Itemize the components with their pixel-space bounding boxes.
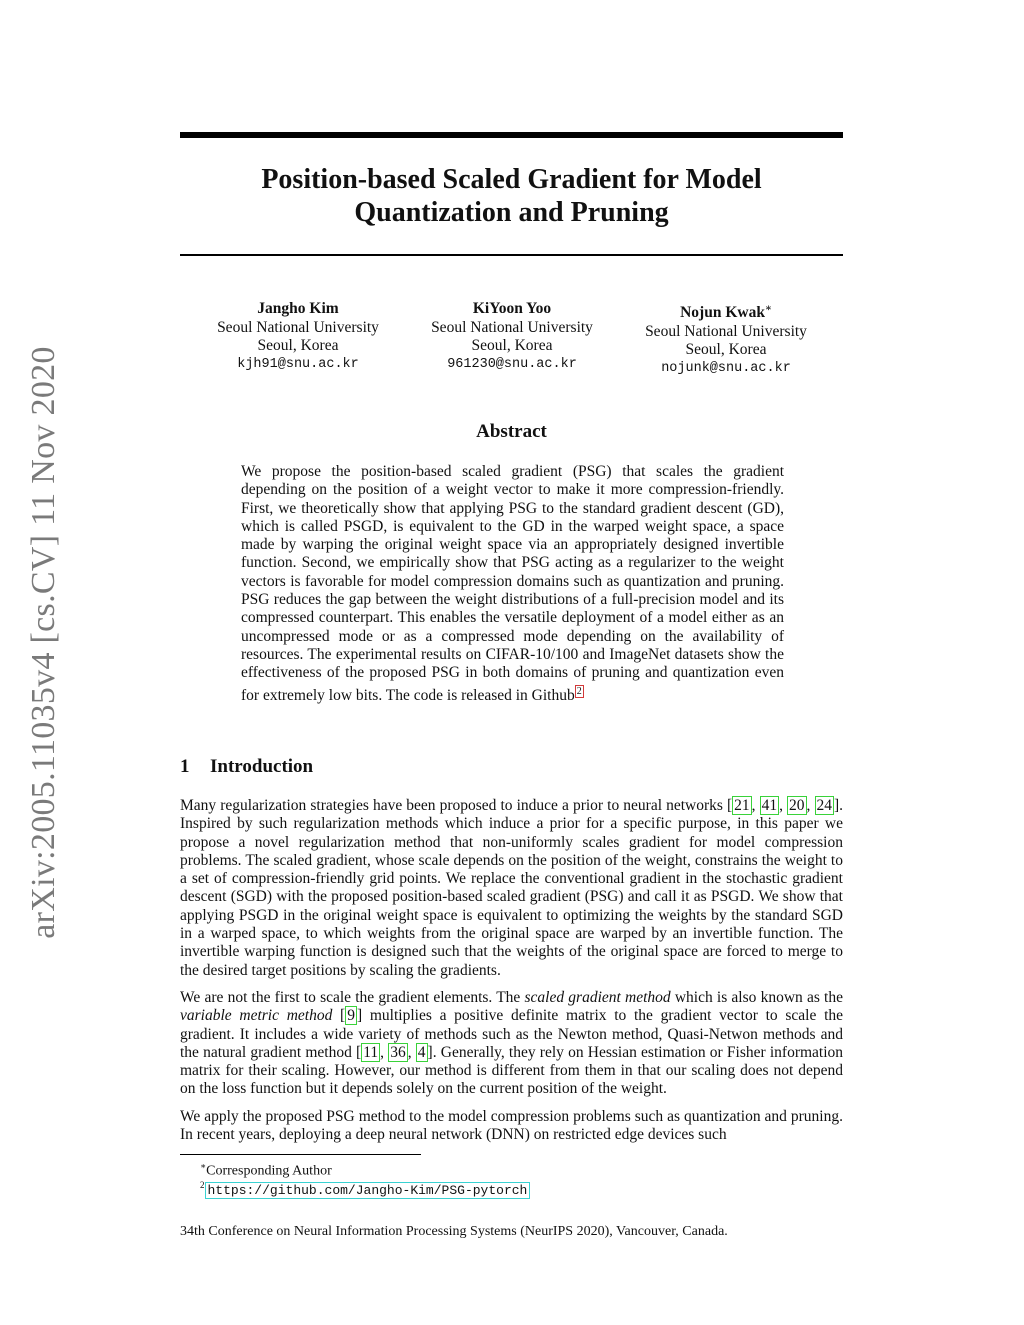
footnote-rule [180, 1154, 421, 1155]
citation-link[interactable]: 20 [789, 797, 805, 814]
paragraph-text: We are not the first to scale the gradient elements. The [180, 989, 525, 1006]
author-affiliation: Seoul National University [645, 322, 807, 340]
paper-title [180, 163, 843, 229]
title-bottom-rule [180, 254, 843, 256]
author-email[interactable]: kjh91@snu.ac.kr [237, 356, 359, 372]
emphasis-term: scaled gradient method [524, 989, 671, 1006]
citation-link[interactable]: 21 [734, 797, 750, 814]
title-top-rule [180, 132, 843, 138]
citation-link[interactable]: 41 [761, 797, 778, 814]
author-location: Seoul, Korea [471, 337, 553, 354]
author-email[interactable]: nojunk@snu.ac.kr [661, 360, 791, 376]
author-name: Jangho Kim [257, 300, 339, 317]
citation-link[interactable]: 36 [390, 1043, 406, 1061]
paragraph-text: multiplies a positive definite matrix to the gradient vector to scale the gradient. It includes a wide variety of methods such as the Newton method, Quasi-Netwon methods and the natural gradient method [180, 1007, 843, 1061]
section-number: 1 [180, 756, 190, 777]
section-title: Introduction [210, 756, 314, 777]
intro-paragraph-2: We are not the first to scale the gradient elements. The scaled gradient method which is also known as the variable metric method [ 9 ] multiplies a positive definite matrix to the gradient vector to scale the gradient. It includes a wide variety of methods such as the Newton method, Quasi-Netwon methods and the natural gradient method [ 11 , 36 , 4 ]. Generally, they rely on Hessian estimation or Fisher information matrix for their scaling. However, our method is different from them in that our scaling does not depend on the loss function but it depends solely on the current position of the weight. [180, 989, 844, 1098]
author-affiliation: Seoul National University [431, 318, 593, 336]
paragraph-text: Many regularization strategies have been proposed to induce a prior to neural networks [180, 797, 727, 814]
title-line-2: Quantization and Pruning [354, 197, 669, 228]
author-email[interactable]: 961230@snu.ac.kr [447, 356, 577, 372]
paragraph-text: which is also known as the [670, 989, 843, 1006]
citation-link[interactable]: 9 [347, 1007, 355, 1025]
footnote-2 [200, 1176, 530, 1200]
corresponding-mark: ∗ [764, 303, 772, 314]
abstract-text: We propose the position-based scaled gradient (PSG) that scales the gradient depending on the position of a weight vector to make it more compression-friendly. First, we theoretically show that applying PSG to the standard gradient descent (GD), which is called PSGD, is equivalent to the GD in the warped weight space, a space made by warping the original weight space via an appropriately designed invertible function. Second, we empirically show that PSG acting as a regularizer to the weight vectors is favorable for model compression domains such as quantization and pruning. PSG reduces the gap between the weight distributions of a full-precision model and its compressed counterpart. This enables the versatile deployment of a model either as an uncompressed mode or as a compressed mode depending on the availability of resources. The experimental results on CIFAR-10/100 and ImageNet datasets show the effectiveness of the proposed PSG in both domains of pruning and quantization even for extremely low bits. The code is released in Github [241, 463, 784, 704]
author-location: Seoul, Korea [257, 337, 339, 354]
author-affiliation: Seoul National University [217, 318, 379, 336]
emphasis-term: variable metric method [180, 1007, 333, 1025]
author-block [405, 300, 619, 374]
author-name: KiYoon Yoo [472, 300, 552, 317]
intro-paragraph-1: Many regularization strategies have been proposed to induce a prior to neural networks [ 21 , 41 , 20 , 24 ]. Inspired by such regularization methods which induce a prior for a specific purpose, in this paper we propose a novel regularization method that non-uniformly scales gradient for model compression problems. The scaled gradient, whose scale depends on the position of the weight, constrains the weight to a set of compression-friendly grid points. We replace the conventional gradient in the stochastic gradient descent (SGD) with the proposed position-based scaled gradient (PSG) and call it as PSGD. We show that applying PSGD in the original weight space is equivalent to optimizing the weights by the standard SGD in a warped space, to which weights from the original space are warped by an invertible function. The invertible warping function is designed such that the weights of the original space are forced to merge to the desired target positions by scaling the gradients. [180, 797, 844, 979]
paragraph-text: Inspired by such regularization methods which induce a prior for a specific purpose, in this paper we propose a novel regularization method that non-uniformly scales gradient for model compression problems. The scaled gradient, whose scale depends on the position of the weight, constrains the weight to a set of compression-friendly grid points. We replace the conventional gradient in the stochastic gradient descent (SGD) with the proposed position-based scaled gradient (PSG) and call it as PSGD. We show that applying PSGD in the original weight space is equivalent to optimizing the weights by the standard SGD in a warped space, to which weights from the original space are warped by an invertible function. The invertible warping function is designed such that the weights of the original space are forced to merge to the desired target positions by scaling the gradients. [180, 815, 843, 979]
footnote-mark: 2 [200, 1180, 205, 1190]
github-url-link[interactable]: https://github.com/Jangho-Kim/PSG-pytorch [205, 1182, 531, 1199]
footnote-link[interactable]: 2 [576, 685, 582, 697]
abstract-body [241, 463, 784, 705]
author-location: Seoul, Korea [685, 341, 767, 359]
citation-link[interactable]: 4 [417, 1043, 426, 1061]
author-name: Nojun Kwak∗ [680, 303, 772, 322]
author-block [619, 300, 833, 378]
arxiv-id[interactable]: arXiv:2005.11035v4 [cs.CV] 11 Nov 2020 [25, 346, 62, 939]
footnote-mark: ∗ [200, 1161, 207, 1171]
conference-note: 34th Conference on Neural Information Processing Systems (NeurIPS 2020), Vancouver, Canada. [180, 1224, 728, 1239]
title-line-1: Position-based Scaled Gradient for Model [261, 164, 762, 195]
arxiv-stamp [22, 345, 66, 940]
footnote-text: Corresponding Author [206, 1163, 332, 1179]
intro-paragraph-3: We apply the proposed PSG method to the model compression problems such as quantization and pruning. In recent years, deploying a deep neural network (DNN) on restricted edge devices such [180, 1108, 843, 1144]
citation-link[interactable]: 24 [816, 797, 832, 814]
paragraph-text: . Generally, they rely on Hessian estimation or Fisher information matrix for their scaling. However, our method is different from them in that our scaling does not depend on the loss function but it depends solely on the current position of the weight. [180, 1043, 844, 1098]
section-heading [180, 756, 313, 778]
author-block [191, 300, 405, 374]
abstract-heading: Abstract [476, 421, 547, 442]
citation-link[interactable]: 11 [363, 1043, 379, 1061]
